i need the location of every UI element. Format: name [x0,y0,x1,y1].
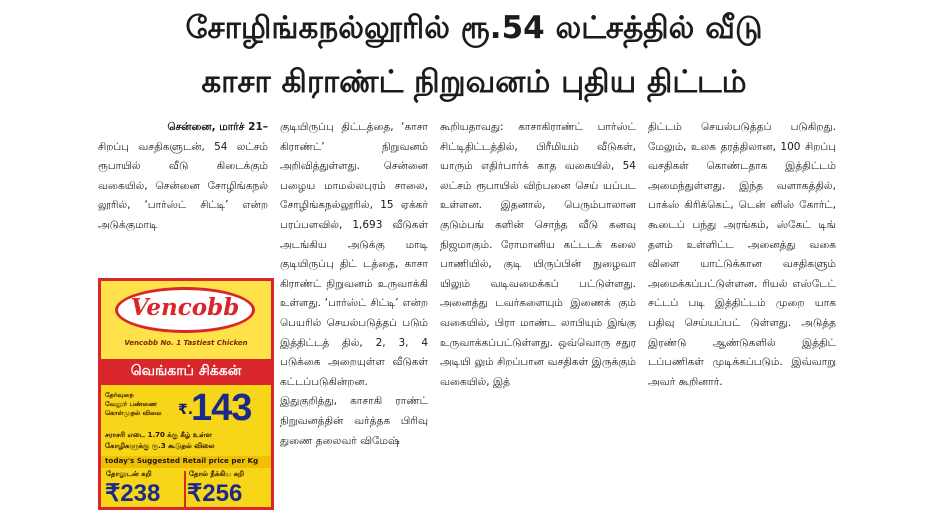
ad-label-skinless: தோல் நீக்கிய கறி [189,470,245,478]
ad-brand: Vencobb [130,294,240,321]
article-column-3 [440,118,636,392]
ad-tamil-name: வெங்காப் சிக்கன் [130,363,242,379]
ad-price-label-2: வேலூர் பண்ணை [105,400,157,408]
headline-line-2: காசா கிராண்ட் நிறுவனம் புதிய திட்டம் [201,64,747,100]
article-text-col-3: கூறியதாவது: காசாகிராண்ட் பார்ஸ்ட் சிட்டிதிட்டத்தில், பிரீமியம் வீடுகள், யாரும் எதிர்பார்க் காத வகையில், 54 லட்சம் ரூபாயில் விற்பனை செய் யப்பட உள்ளன. இதனால், பெரும்பாலான குடும்பங் களின் சொந்த வீடு கனவு நிஜமாகும். ரோமானிய கட்டடக் கலை பாணியில், குடி யிருப்பின் நுழைவா யிலும் வடிவமைக்கப் பட்டுள்ளது. அனைத்து டவர்களையும் இணைக் கும் வகையில், பிரா மாண்ட லாபியும் இங்கு உருவாக்கப்பட்டுள்ளது. ஒவ்வொரு சதுர அடியி லும் சிறப்பான வசதிகள் இருக்கும் வகையில், இத் [440,121,636,388]
headline-line-1: சோழிங்கநல்லூரில் ரூ.54 லட்சத்தில் வீடு [185,10,763,46]
vencobb-advertisement [98,278,274,510]
ad-price-divider [184,471,186,507]
ad-suggested-price-text: today's Suggested Retail price per Kg [105,456,259,465]
ad-main-price: 143 [191,387,252,429]
ad-price-label-3: கொள்முதல் விலை [105,409,162,417]
article-column-2 [280,118,428,451]
article-text-col-4: திட்டம் செயல்படுத்தப் படுகிறது. மேலும், உலக தரத்திலான, 100 சிறப்பு வசதிகள் கொண்டதாக இத்திட்டம் அமைந்துள்ளது. இந்த வளாகத்தில், பாக்ஸ் கிரிக்கெட், டென் னிஸ் கோர்ட், கூடைப் பந்து அரங்கம், ஸ்கேட் டிங் தளம் உள்ளிட்ட அனைத்து வகை விளை யாட்டுக்கான வசதிகளும் அமைக்கப்பட்டுள்ளன. ரியல் எஸ்டேட் சட்டப் படி இத்திட்டம் முறை யாக பதிவு செய்யப்பட் டுள்ளது. அடுத்த இரண்டு ஆண்டுகளில் இத்திட் டப்பணிகள் முடிக்கப்படும். இவ்வாறு அவர் கூறினார். [648,121,836,388]
ad-note-1: சராசரி எடை 1.70 க்கு கீழ் உள்ள [105,431,212,439]
ad-note-2: கோழிகளுக்கு ரூ.3 கூடுதல் விலை [105,442,215,450]
ad-tagline: Vencobb No. 1 Tastiest Chicken [124,339,248,347]
ad-rupee-symbol: ₹. [178,402,194,418]
ad-price-with-skin: ₹238 [105,480,161,507]
article-dateline: சென்னை, மார்ச் 21– [167,121,268,133]
article-column-1 [98,118,268,236]
ad-label-with-skin: தோலுடன் கறி [106,470,152,478]
article-text-col-2: குடியிருப்பு திட்டத்தை, ‘காசா கிராண்ட்’ நிறுவனம் அறிவித்துள்ளது. சென்னை பழைய மாமல்லபுரம் சாலை, சோழிங்கநல்லூரில், 15 ஏக்கர் பரப்பளவில், 1,693 வீடுகள் அடங்கிய அடுக்கு மாடி குடியிருப்பு திட் டத்தை, காசா கிராண்ட் நிறுவனம் உருவாக்கி உள்ளது. ‘பார்ஸ்ட் சிட்டி’ என்ற பெயரில் செயல்படுத்தப் படும் இத்திட்டத் தில், 2, 3, 4 படுக்கை அறையுள்ள வீடுகள் கட்டப்படுகின்றன. இதுகுறித்து, காசாகி ராண்ட் நிறுவனத்தின் வர்த்தக பிரிவு துணை தலைவர் விமேஷ் [280,121,428,447]
article-text-col-1: சிறப்பு வசதிகளுடன், 54 லட்சம் ரூபாயில் வீடு கிடைக்கும் வகையில், சென்னை சோழிங்கநல் லூரில், ‘பார்ஸ்ட் சிட்டி’ என்ற அடுக்குமாடி [98,140,268,231]
article-column-4 [648,118,836,392]
ad-price-label-1: தேர்வுநை [105,391,134,399]
ad-price-skinless: ₹256 [187,480,243,507]
